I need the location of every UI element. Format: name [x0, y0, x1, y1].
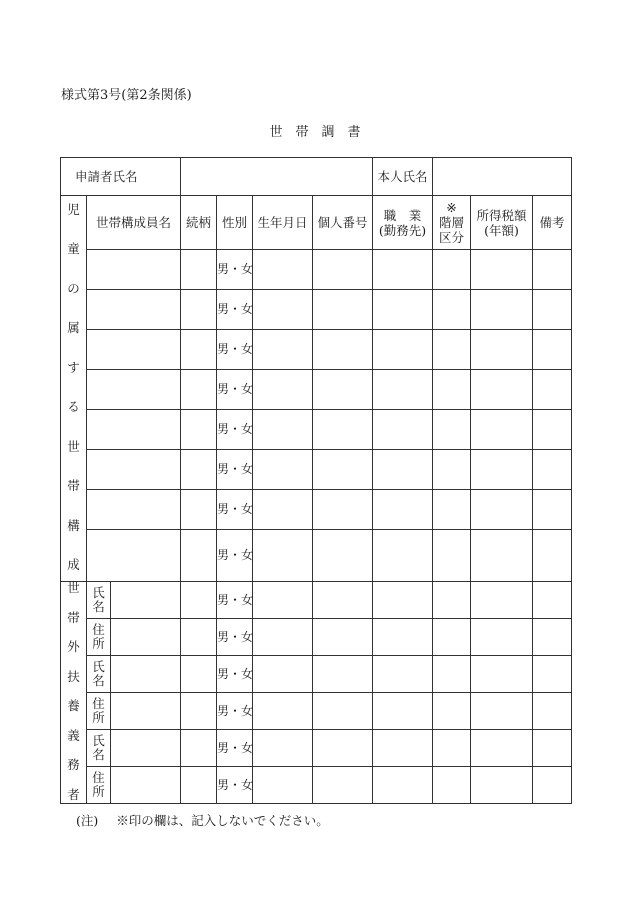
class-field[interactable]: [433, 693, 471, 730]
sex-choice[interactable]: 男・女: [217, 410, 253, 450]
relation-field[interactable]: [181, 767, 217, 804]
external-value-field[interactable]: [111, 582, 181, 619]
income-tax-field[interactable]: [471, 330, 533, 370]
income-tax-field[interactable]: [471, 250, 533, 290]
col-tax-line1: 所得税額: [476, 207, 527, 223]
occupation-field[interactable]: [373, 250, 433, 290]
footnote: [76, 811, 329, 829]
income-tax-field[interactable]: [471, 656, 533, 693]
income-tax-field[interactable]: [471, 730, 533, 767]
external-sub-label: [87, 693, 111, 730]
external-sub-label-char: 所: [92, 635, 105, 651]
member-name-field[interactable]: [87, 330, 181, 370]
class-field[interactable]: [433, 730, 471, 767]
applicant-name-field[interactable]: [181, 158, 373, 196]
external-row: [61, 693, 572, 730]
external-vertical-char: 扶: [67, 668, 80, 684]
relation-field[interactable]: [181, 330, 217, 370]
external-value-field[interactable]: [111, 730, 181, 767]
occupation-field[interactable]: [373, 530, 433, 582]
personal-number-field[interactable]: [313, 530, 373, 582]
birthdate-field[interactable]: [253, 582, 313, 619]
personal-number-field[interactable]: [313, 370, 373, 410]
birthdate-field[interactable]: [253, 370, 313, 410]
external-vertical-char: 務: [67, 757, 80, 773]
sex-choice[interactable]: 男・女: [217, 330, 253, 370]
household-vertical-char: 帯: [67, 478, 80, 494]
external-sub-label: [87, 730, 111, 767]
household-vertical-char: る: [67, 399, 80, 415]
col-class-line2: 区分: [439, 230, 465, 245]
birthdate-field[interactable]: [253, 450, 313, 490]
relation-field[interactable]: [181, 410, 217, 450]
external-sub-label-char: 名: [92, 672, 105, 688]
remarks-field[interactable]: [533, 582, 572, 619]
applicant-name-label: 申請者氏名: [61, 158, 181, 196]
class-field[interactable]: [433, 530, 471, 582]
footnote-text: ※印の欄は、記入しないでください。: [116, 813, 329, 828]
member-name-field[interactable]: [87, 530, 181, 582]
income-tax-field[interactable]: [471, 290, 533, 330]
occupation-field[interactable]: [373, 410, 433, 450]
class-field[interactable]: [433, 450, 471, 490]
personal-number-field[interactable]: [313, 490, 373, 530]
document-title: 世 帯 調 書: [269, 125, 361, 140]
external-vertical-char: 者: [67, 786, 80, 802]
external-value-field[interactable]: [111, 767, 181, 804]
remarks-field[interactable]: [533, 450, 572, 490]
personal-number-field[interactable]: [313, 656, 373, 693]
relation-field[interactable]: [181, 730, 217, 767]
occupation-field[interactable]: [373, 582, 433, 619]
col-occupation-line2: (勤務先): [378, 222, 427, 238]
remarks-field[interactable]: [533, 656, 572, 693]
col-personal-number: 個人番号: [313, 196, 373, 250]
sex-choice[interactable]: 男・女: [217, 619, 253, 656]
remarks-field[interactable]: [533, 250, 572, 290]
member-name-field[interactable]: [87, 490, 181, 530]
birthdate-field[interactable]: [253, 619, 313, 656]
footnote-prefix: (注): [76, 813, 99, 828]
household-row: [61, 490, 572, 530]
external-value-field[interactable]: [111, 656, 181, 693]
member-name-field[interactable]: [87, 450, 181, 490]
income-tax-field[interactable]: [471, 490, 533, 530]
external-sub-label: [87, 656, 111, 693]
birthdate-field[interactable]: [253, 250, 313, 290]
member-name-field[interactable]: [87, 290, 181, 330]
external-sub-label-char: 氏: [92, 732, 105, 748]
household-row: [61, 410, 572, 450]
external-row: [61, 730, 572, 767]
income-tax-field[interactable]: [471, 530, 533, 582]
col-class-mark: ※: [446, 200, 457, 215]
col-tax-line2: (年額): [484, 222, 519, 238]
relation-field[interactable]: [181, 450, 217, 490]
remarks-field[interactable]: [533, 730, 572, 767]
class-field[interactable]: [433, 490, 471, 530]
household-vertical-char: 成: [67, 557, 80, 573]
household-row: [61, 450, 572, 490]
col-remarks: 備考: [533, 196, 572, 250]
income-tax-field[interactable]: [471, 370, 533, 410]
relation-field[interactable]: [181, 290, 217, 330]
external-sub-label-char: 名: [92, 598, 105, 614]
sex-choice[interactable]: 男・女: [217, 730, 253, 767]
household-vertical-char: の: [67, 280, 80, 296]
external-sub-label-char: 氏: [92, 584, 105, 600]
household-vertical-char: 児: [67, 201, 80, 217]
birthdate-field[interactable]: [253, 530, 313, 582]
occupation-field[interactable]: [373, 693, 433, 730]
income-tax-field[interactable]: [471, 450, 533, 490]
household-vertical-label: [61, 196, 87, 582]
birthdate-field[interactable]: [253, 410, 313, 450]
member-name-field[interactable]: [87, 410, 181, 450]
class-field[interactable]: [433, 410, 471, 450]
occupation-field[interactable]: [373, 330, 433, 370]
external-sub-label-char: 所: [92, 709, 105, 725]
remarks-field[interactable]: [533, 410, 572, 450]
form-number: 様式第3号(第2条関係): [61, 88, 192, 103]
personal-number-field[interactable]: [313, 290, 373, 330]
external-vertical-char: 世: [67, 580, 80, 596]
household-vertical-char: 世: [67, 438, 80, 454]
personal-number-field[interactable]: [313, 693, 373, 730]
personal-number-field[interactable]: [313, 450, 373, 490]
remarks-field[interactable]: [533, 490, 572, 530]
col-income-tax: [471, 196, 533, 250]
household-row: [61, 530, 572, 582]
remarks-field[interactable]: [533, 290, 572, 330]
relation-field[interactable]: [181, 250, 217, 290]
external-vertical-label: [61, 582, 87, 804]
household-row: [61, 330, 572, 370]
income-tax-field[interactable]: [471, 410, 533, 450]
birthdate-field[interactable]: [253, 330, 313, 370]
occupation-field[interactable]: [373, 370, 433, 410]
household-vertical-char: 童: [67, 241, 80, 257]
external-sub-label-char: 氏: [92, 658, 105, 674]
external-row: [61, 656, 572, 693]
household-row: [61, 250, 572, 290]
col-birthdate: 生年月日: [253, 196, 313, 250]
external-sub-label: [87, 582, 111, 619]
self-name-label: 本人氏名: [373, 158, 433, 196]
relation-field[interactable]: [181, 530, 217, 582]
class-field[interactable]: [433, 290, 471, 330]
applicant-row: [61, 158, 572, 196]
external-sub-label-char: 住: [92, 769, 105, 785]
income-tax-field[interactable]: [471, 582, 533, 619]
occupation-field[interactable]: [373, 656, 433, 693]
external-sub-label: [87, 619, 111, 656]
sex-choice[interactable]: 男・女: [217, 582, 253, 619]
personal-number-field[interactable]: [313, 730, 373, 767]
income-tax-field[interactable]: [471, 767, 533, 804]
sex-choice[interactable]: 男・女: [217, 693, 253, 730]
income-tax-field[interactable]: [471, 693, 533, 730]
class-field[interactable]: [433, 250, 471, 290]
birthdate-field[interactable]: [253, 656, 313, 693]
birthdate-field[interactable]: [253, 490, 313, 530]
remarks-field[interactable]: [533, 693, 572, 730]
member-name-field[interactable]: [87, 250, 181, 290]
sex-choice[interactable]: 男・女: [217, 290, 253, 330]
external-sub-label-char: 所: [92, 783, 105, 799]
col-occupation-line1: 職 業: [383, 207, 422, 223]
birthdate-field[interactable]: [253, 730, 313, 767]
occupation-field[interactable]: [373, 730, 433, 767]
income-tax-field[interactable]: [471, 619, 533, 656]
occupation-field[interactable]: [373, 450, 433, 490]
sex-choice[interactable]: 男・女: [217, 370, 253, 410]
household-vertical-char: 構: [67, 517, 80, 533]
remarks-field[interactable]: [533, 530, 572, 582]
birthdate-field[interactable]: [253, 693, 313, 730]
col-class: [433, 196, 471, 250]
self-name-field[interactable]: [433, 158, 572, 196]
sex-choice[interactable]: 男・女: [217, 530, 253, 582]
occupation-field[interactable]: [373, 767, 433, 804]
occupation-field[interactable]: [373, 619, 433, 656]
household-survey-table: [60, 157, 572, 804]
personal-number-field[interactable]: [313, 619, 373, 656]
external-sub-label-char: 住: [92, 695, 105, 711]
col-occupation: [373, 196, 433, 250]
external-vertical-char: 義: [67, 727, 80, 743]
col-relation: 続柄: [181, 196, 217, 250]
relation-field[interactable]: [181, 656, 217, 693]
external-sub-label-char: 名: [92, 746, 105, 762]
external-row: [61, 767, 572, 804]
class-field[interactable]: [433, 330, 471, 370]
personal-number-field[interactable]: [313, 582, 373, 619]
household-vertical-char: 属: [67, 320, 80, 336]
relation-field[interactable]: [181, 619, 217, 656]
personal-number-field[interactable]: [313, 410, 373, 450]
col-class-line1: 階層: [439, 215, 465, 230]
household-row: [61, 370, 572, 410]
external-vertical-char: 養: [67, 698, 80, 714]
remarks-field[interactable]: [533, 330, 572, 370]
external-vertical-char: 外: [67, 639, 80, 655]
external-value-field[interactable]: [111, 619, 181, 656]
sex-choice[interactable]: 男・女: [217, 490, 253, 530]
member-name-field[interactable]: [87, 370, 181, 410]
external-sub-label-char: 住: [92, 621, 105, 637]
relation-field[interactable]: [181, 490, 217, 530]
relation-field[interactable]: [181, 370, 217, 410]
birthdate-field[interactable]: [253, 767, 313, 804]
household-vertical-char: す: [67, 359, 80, 375]
occupation-field[interactable]: [373, 290, 433, 330]
relation-field[interactable]: [181, 693, 217, 730]
remarks-field[interactable]: [533, 619, 572, 656]
occupation-field[interactable]: [373, 490, 433, 530]
sex-choice[interactable]: 男・女: [217, 767, 253, 804]
external-value-field[interactable]: [111, 693, 181, 730]
external-vertical-char: 帯: [67, 609, 80, 625]
household-row: [61, 290, 572, 330]
col-sex: 性別: [217, 196, 253, 250]
external-row: [61, 582, 572, 619]
sex-choice[interactable]: 男・女: [217, 656, 253, 693]
personal-number-field[interactable]: [313, 330, 373, 370]
external-sub-label: [87, 767, 111, 804]
relation-field[interactable]: [181, 582, 217, 619]
col-member-name: 世帯構成員名: [87, 196, 181, 250]
sex-choice[interactable]: 男・女: [217, 250, 253, 290]
remarks-field[interactable]: [533, 767, 572, 804]
birthdate-field[interactable]: [253, 290, 313, 330]
class-field[interactable]: [433, 656, 471, 693]
class-field[interactable]: [433, 582, 471, 619]
class-field[interactable]: [433, 370, 471, 410]
class-field[interactable]: [433, 767, 471, 804]
external-row: [61, 619, 572, 656]
class-field[interactable]: [433, 619, 471, 656]
sex-choice[interactable]: 男・女: [217, 450, 253, 490]
personal-number-field[interactable]: [313, 767, 373, 804]
remarks-field[interactable]: [533, 370, 572, 410]
personal-number-field[interactable]: [313, 250, 373, 290]
column-header-row: [61, 196, 572, 250]
